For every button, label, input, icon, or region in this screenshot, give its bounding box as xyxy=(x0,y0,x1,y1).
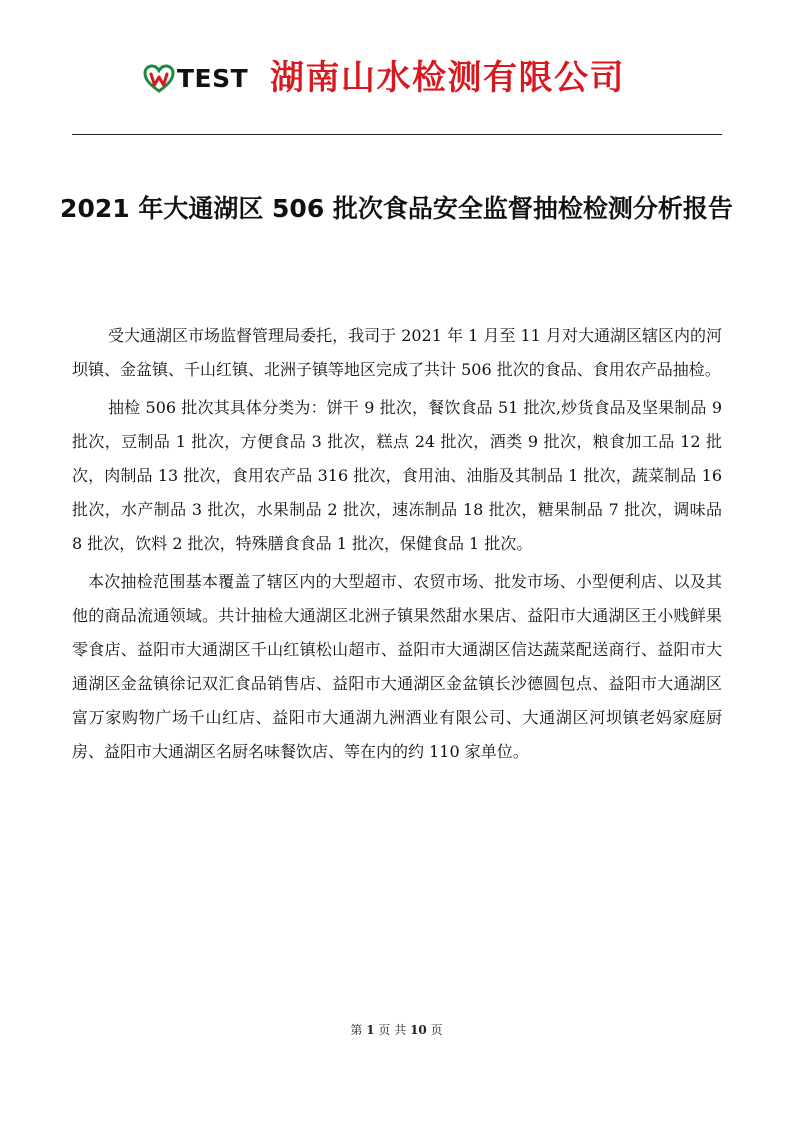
heart-w-logo-icon xyxy=(143,64,175,94)
logo-text: TEST xyxy=(177,64,249,93)
page-total: 10 xyxy=(410,1023,427,1037)
report-body xyxy=(72,319,722,773)
company-logo xyxy=(143,62,248,96)
page-number: 1 xyxy=(366,1023,375,1037)
paragraph-scope: 本次抽检范围基本覆盖了辖区内的大型超市、农贸市场、批发市场、小型便利店、以及其他的商品流通领域。共计抽检大通湖区北洲子镇果然甜水果店、益阳市大通湖区王小贱鲜果零食店、益阳市大通湖区千山红镇松山超市、益阳市大通湖区信达蔬菜配送商行、益阳市大通湖区金盆镇徐记双汇食品销售店、益阳市大通湖区金盆镇长沙德圆包点、益阳市大通湖区富万家购物广场千山红店、益阳市大通湖九洲酒业有限公司、大通湖区河坝镇老妈家庭厨房、益阳市大通湖区名厨名味餐饮店、等在内的约 110 家单位。 xyxy=(72,572,722,761)
footer-prefix: 第 xyxy=(350,1023,363,1037)
page-header xyxy=(0,48,793,108)
paragraph-categories: 抽检 506 批次其具体分类为：饼干 9 批次，餐饮食品 51 批次,炒货食品及坚果制品 9 批次，豆制品 1 批次，方便食品 3 批次，糕点 24 批次，酒类 9 批次，粮食加工品 12 批次，肉制品 13 批次，食用农产品 316 批次，食用油、油脂及其制品 1 批次，蔬菜制品 16 批次，水产制品 3 批次，水果制品 2 批次，速冻制品 18 批次，糖果制品 7 批次，调味品 8 批次，饮料 2 批次，特殊膳食食品 1 批次，保健食品 1 批次。 xyxy=(72,398,722,553)
page-footer xyxy=(0,1020,793,1040)
paragraph-intro: 受大通湖区市场监督管理局委托，我司于 2021 年 1 月至 11 月对大通湖区辖区内的河坝镇、金盆镇、千山红镇、北洲子镇等地区完成了共计 506 批次的食品、食用农产品抽检。 xyxy=(72,326,722,379)
company-name: 湖南山水检测有限公司 xyxy=(270,58,625,98)
header-divider xyxy=(72,134,722,135)
report-title: 2021 年大通湖区 506 批次食品安全监督抽检检测分析报告 xyxy=(60,194,733,223)
footer-middle: 页 共 xyxy=(378,1023,407,1037)
footer-suffix: 页 xyxy=(430,1023,443,1037)
